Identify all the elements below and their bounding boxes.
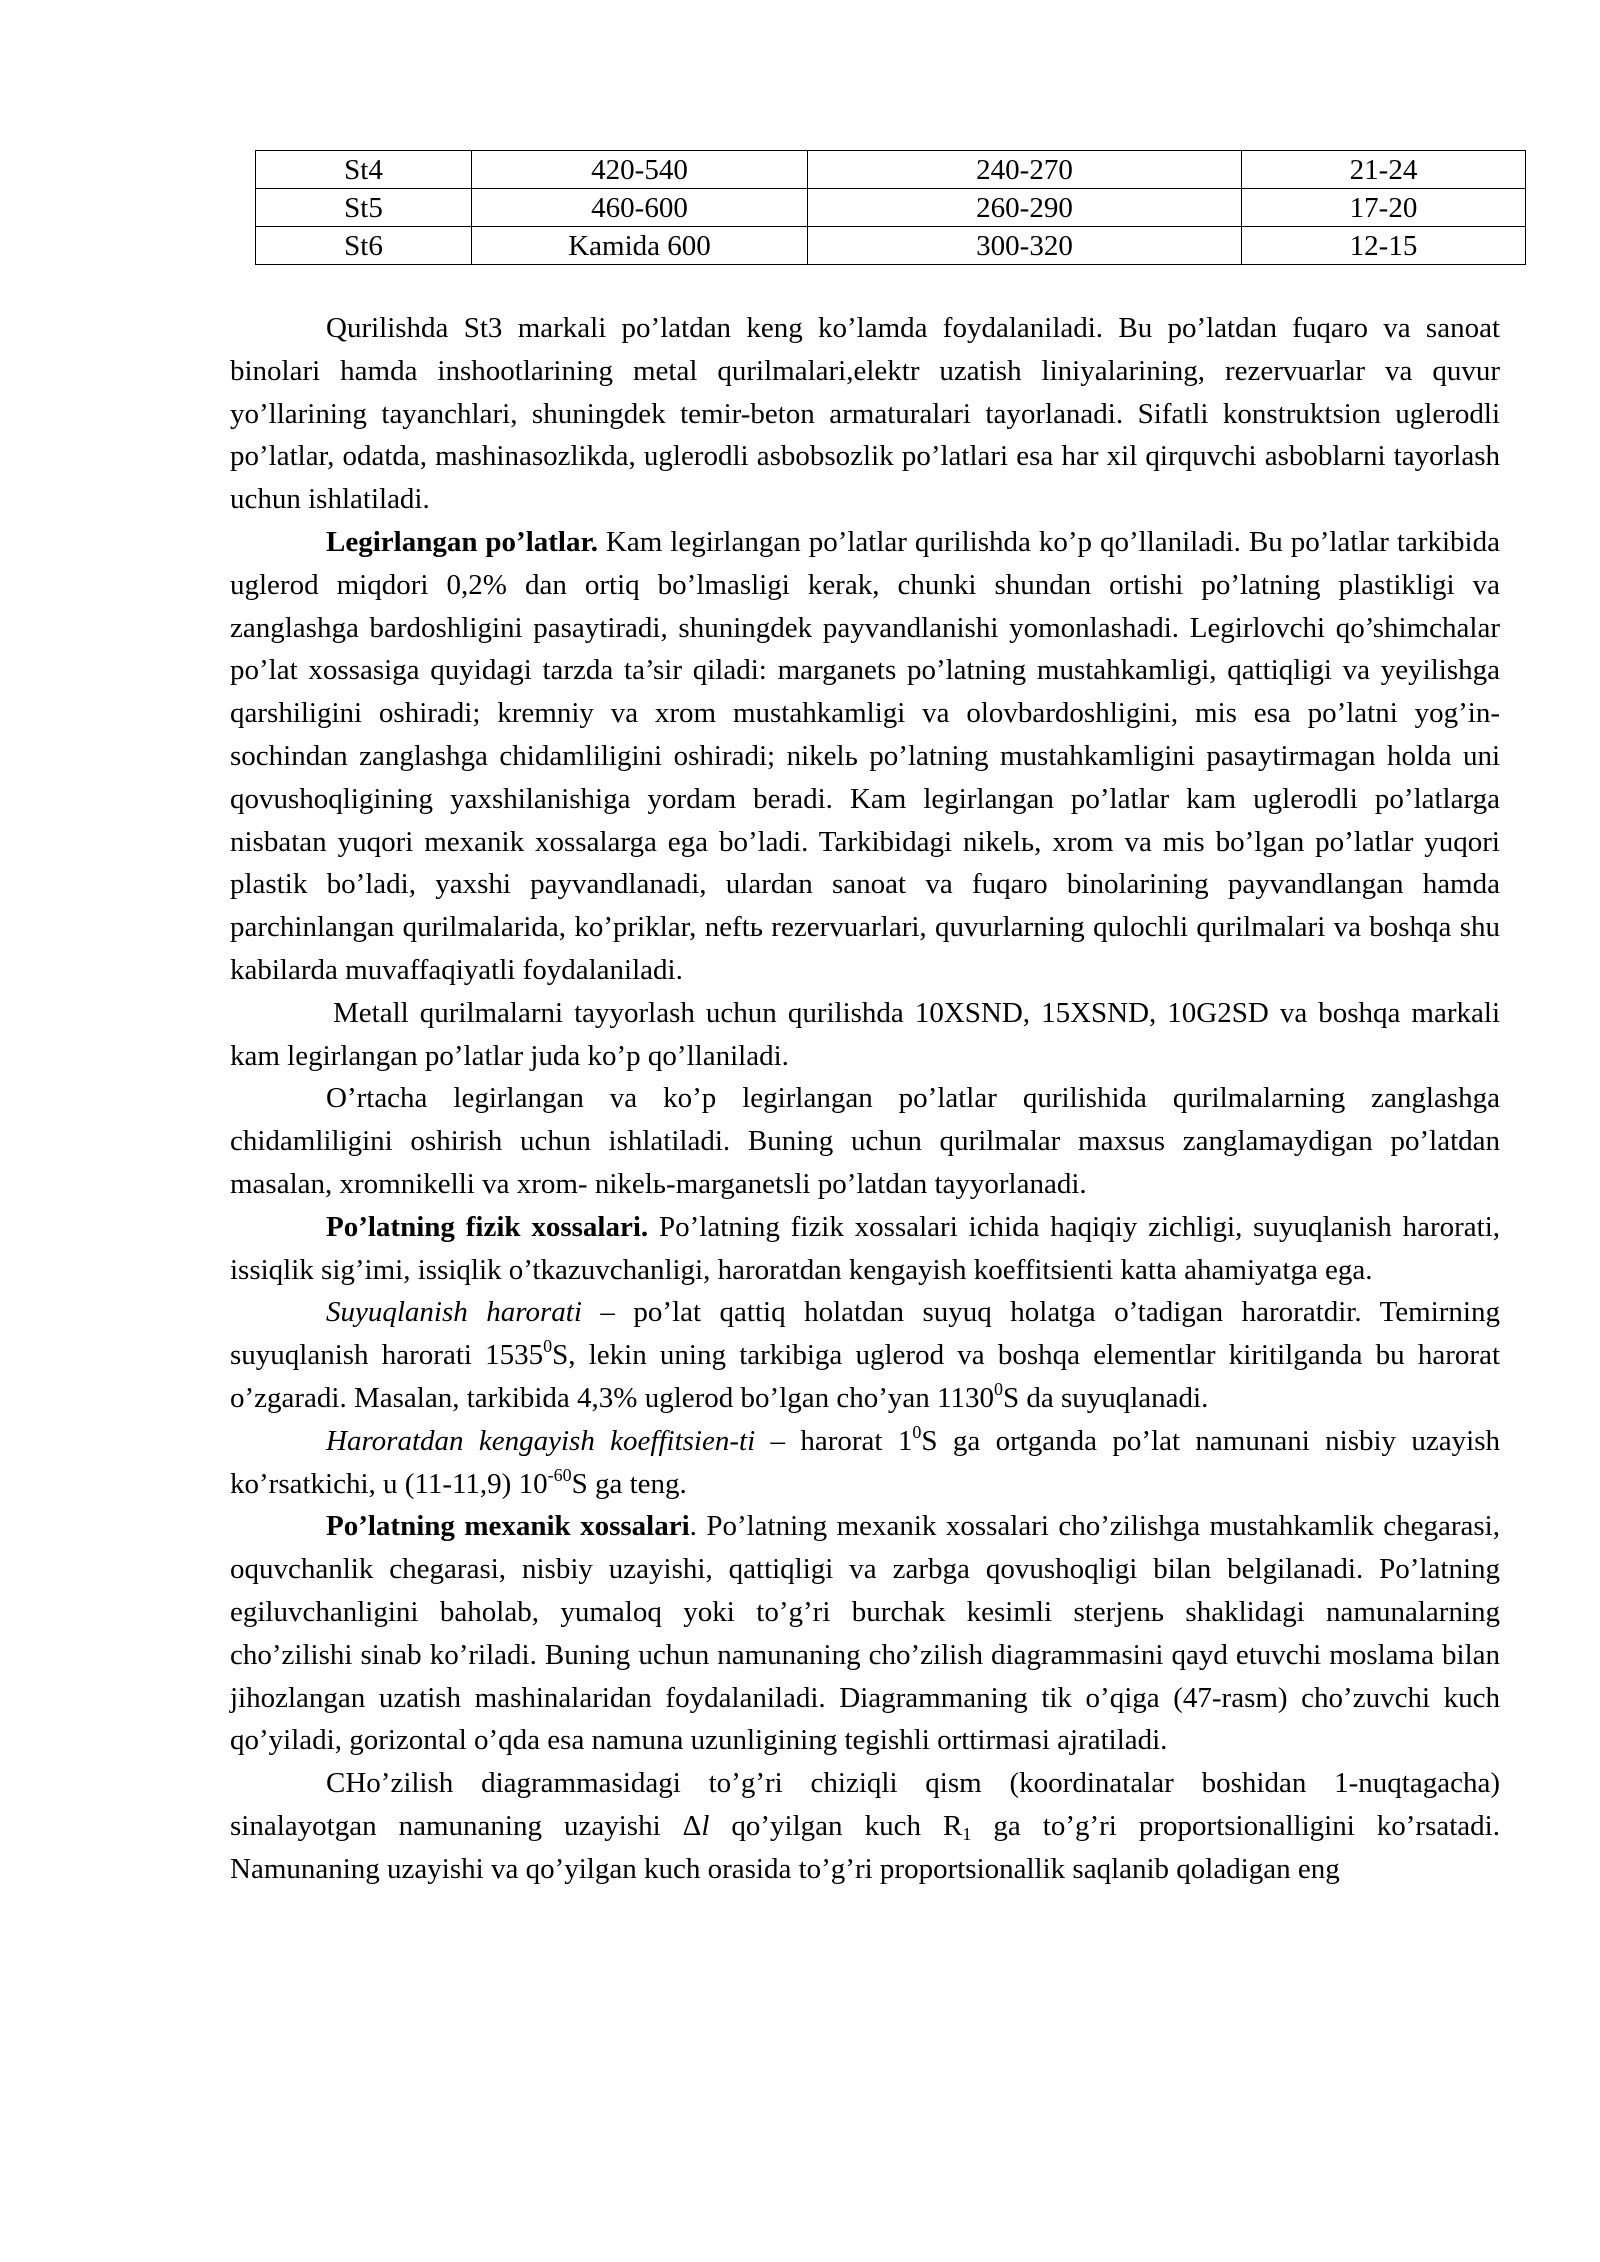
paragraph-alloyed-steels xyxy=(230,521,1500,992)
table-row xyxy=(256,189,1526,227)
paragraph-physical-properties xyxy=(230,1206,1500,1292)
superscript: 0 xyxy=(993,1378,1003,1399)
superscript: 0 xyxy=(543,1336,553,1357)
paragraph-tensile-diagram xyxy=(230,1762,1500,1890)
table-row xyxy=(256,151,1526,189)
paragraph-melting-point xyxy=(230,1291,1500,1419)
paragraph-thermal-expansion xyxy=(230,1420,1500,1506)
section-heading-physical-properties: Po’latning fizik xossalari. xyxy=(326,1210,649,1243)
symbol-l: l xyxy=(701,1809,710,1842)
paragraph-text: . Po’latning mexanik xossalari cho’zilishga mustahkamlik chegarasi, oquvchanlik chegarasi, nisbiy uzayishi, qattiqligi va zarbga qovushoqligi bilan belgilanadi. Po’latning egiluvchanligini baholab, yumaloq yoki to’g’ri burchak kesimli sterjenь shaklidagi namunalarning cho’zilishi sinab ko’riladi. Buning uchun namunaning cho’zilish diagrammasini qayd etuvchi moslama bilan jihozlangan uzatish mashinalaridan foydalaniladi. Diagrammaning tik o’qiga (47-rasm) cho’zuvchi kuch qo’yiladi, gorizontal o’qda esa namuna uzunligining tegishli orttirmasi ajratiladi. xyxy=(230,1510,1500,1757)
subscript: 1 xyxy=(962,1823,972,1844)
table-row xyxy=(256,227,1526,265)
paragraph-text: Po’latning fizik xossalari ichida haqiqiy zichligi, suyuqlanish harorati, issiqlik sig’imi, issiqlik o’tkazuvchanligi, haroratdan kengayish koeffitsienti katta ahamiyatga ega. xyxy=(230,1210,1500,1286)
paragraph-medium-alloy: O’rtacha legirlangan va ko’p legirlangan po’latlar qurilishida qurilmalarning zanglashga chidamliligini oshirish uchun ishlatiladi. Buning uchun qurilmalar maxsus zanglamaydigan po’latdan masalan, xromnikelli va xrom- nikelь-marganetsli po’latdan tayyorlanadi. xyxy=(230,1082,1500,1200)
table-cell: 240-270 xyxy=(808,151,1242,189)
paragraph-text: qo’yilgan kuch R xyxy=(709,1809,963,1842)
paragraph-text: S ga ortganda po’lat namunani nisbiy uzayish ko’rsatkichi, u (11-11,9) 10 xyxy=(230,1424,1500,1500)
paragraph-text: – harorat 1 xyxy=(755,1424,913,1457)
table-cell: 460-600 xyxy=(472,189,808,227)
term-melting-point: Suyuqlanish harorati xyxy=(326,1296,582,1329)
paragraph-st3-usage: Qurilishda St3 markali po’latdan keng ko’lamda foydalaniladi. Bu po’latdan fuqaro va sanoat binolari hamda inshootlarining metal qurilmalari,elektr uzatish liniyalarining, rezervuarlar va quvur yo’llarining tayanchlari, shuningdek temir-beton armaturalari tayorlanadi. Sifatli konstruktsion uglerodli po’latlar, odatda, mashinasozlikda, uglerodli asbobsozlik po’latlari esa har xil qirquvchi asboblarni tayorlash uchun ishlatiladi. xyxy=(230,312,1500,516)
table-cell: St4 xyxy=(256,151,472,189)
table-cell: 21-24 xyxy=(1242,151,1526,189)
superscript: -60 xyxy=(547,1464,572,1485)
body-text xyxy=(230,307,1500,1890)
table-cell: St5 xyxy=(256,189,472,227)
paragraph-text: S ga teng. xyxy=(571,1467,687,1500)
paragraph-text: Kam legirlangan po’latlar qurilishda ko’p qo’llaniladi. Bu po’latlar tarkibida uglerod miqdori 0,2% dan ortiq bo’lmasligi kerak, chunki shundan ortishi po’latning plastikligi va zanglashga bardoshligini pasaytiradi, shuningdek payvandlanishi yomonlashadi. Legirlovchi qo’shimchalar po’lat xossasiga quyidagi tarzda ta’sir qiladi: marganets po’latning mustahkamligi, qattiqligi va yeyilishga qarshiligini oshiradi; kremniy va xrom mustahkamligi va olovbardoshligini, mis esa po’latni yog’in-sochindan zanglashga chidamliligini oshiradi; nikelь po’latning mustahkamligini pasaytirmagan holda uni qovushoqligining yaxshilanishiga yordam beradi. Kam legirlangan po’latlar kam uglerodli po’latlarga nisbatan yuqori mexanik xossalarga ega bo’ladi. Tarkibidagi nikelь, xrom va mis bo’lgan po’latlar yuqori plastik bo’ladi, yaxshi payvandlanadi, ulardan sanoat va fuqaro binolarining payvandlangan hamda parchinlangan qurilmalarida, ko’priklar, neftь rezervuarlari, quvurlarning qulochli qurilmalari va boshqa shu kabilarda muvaffaqiyatli foydalaniladi. xyxy=(230,525,1500,986)
table-cell: 12-15 xyxy=(1242,227,1526,265)
table-cell: 260-290 xyxy=(808,189,1242,227)
table-cell: 300-320 xyxy=(808,227,1242,265)
paragraph-text: S da suyuqlanadi. xyxy=(1002,1381,1209,1414)
paragraph-text: – po’lat qattiq holatdan suyuq holatga o’tadigan haroratdir. Temirning suyuqlanish harorati 1535 xyxy=(230,1296,1500,1372)
table-cell: Kamida 600 xyxy=(472,227,808,265)
steel-properties-table xyxy=(255,150,1526,265)
section-heading-alloyed-steels: Legirlangan po’latlar. xyxy=(326,525,598,558)
paragraph-text: ga to’g’ri proportsionalligini ko’rsatadi. Namunaning uzayishi va qo’yilgan kuch orasida to’g’ri proportsionallik saqlanib qoladigan eng xyxy=(230,1809,1500,1885)
paragraph-mechanical-properties xyxy=(230,1505,1500,1762)
table-cell: St6 xyxy=(256,227,472,265)
term-thermal-expansion: Haroratdan kengayish koeffitsien-ti xyxy=(326,1424,756,1457)
paragraph-text: S, lekin uning tarkibiga uglerod va boshqa elementlar kiritilganda bu harorat o’zgaradi. Masalan, tarkibida 4,3% uglerod bo’lgan cho’yan 1130 xyxy=(230,1339,1501,1414)
table-cell: 420-540 xyxy=(472,151,808,189)
document-page xyxy=(230,150,1500,1890)
paragraph-text: CHo’zilish diagrammasidagi to’g’ri chiziqli qism (koordinatalar boshidan 1-nuqtagacha) sinalayotgan namunaning uzayishi Δ xyxy=(230,1767,1500,1842)
table-cell: 17-20 xyxy=(1242,189,1526,227)
section-heading-mechanical-properties: Po’latning mexanik xossalari xyxy=(326,1510,690,1543)
superscript: 0 xyxy=(912,1421,922,1442)
paragraph-low-alloy-grades: Metall qurilmalarni tayyorlash uchun qurilishda 10XSND, 15XSND, 10G2SD va boshqa markali kam legirlangan po’latlar juda ko’p qo’llaniladi. xyxy=(230,996,1500,1072)
